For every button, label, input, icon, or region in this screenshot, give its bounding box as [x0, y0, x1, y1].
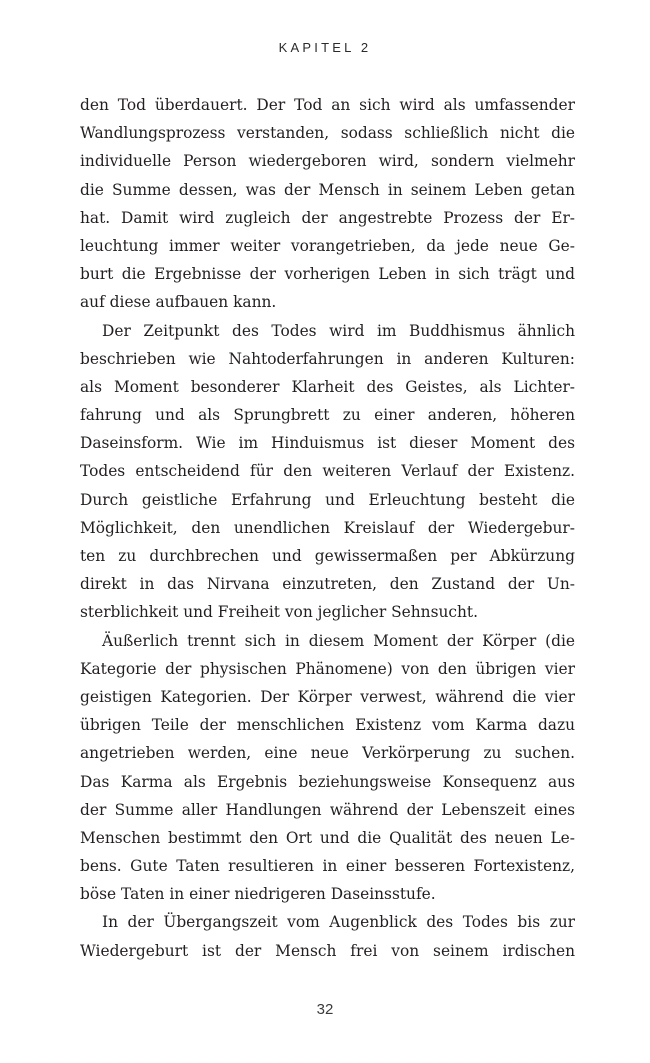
text-line: übrigen Teile der menschlichen Existenz vom Karma dazu [80, 716, 575, 735]
text-line: böse Taten in einer niedrigeren Daseinsstufe. [80, 885, 436, 904]
body-text [80, 91, 575, 965]
text-line: hat. Damit wird zugleich der angestrebte Prozess der Er- [80, 208, 575, 227]
page-number: 32 [316, 1001, 334, 1018]
text-line: leuchtung immer weiter vorangetrieben, da jede neue Ge- [80, 236, 575, 255]
text-line: geistigen Kategorien. Der Körper verwest, während die vier [80, 687, 575, 706]
text-line: Der Zeitpunkt des Todes wird im Buddhismus ähnlich [102, 321, 575, 340]
text-line: Daseinsform. Wie im Hinduismus ist dieser Moment des [80, 434, 575, 453]
text-line: Kategorie der physischen Phänomene) von den übrigen vier [80, 659, 575, 678]
paragraph [80, 627, 575, 909]
text-line: direkt in das Nirvana einzutreten, den Zustand der Un- [80, 575, 575, 594]
text-line: beschrieben wie Nahtoderfahrungen in anderen Kulturen: [80, 349, 575, 368]
text-line: Äußerlich trennt sich in diesem Moment der Körper (die [102, 631, 575, 650]
text-line: sterblichkeit und Freiheit von jeglicher Sehnsucht. [80, 603, 478, 622]
text-line: Wiedergeburt ist der Mensch frei von seinem irdischen [80, 941, 575, 960]
text-line: Das Karma als Ergebnis beziehungsweise Konsequenz aus [80, 772, 575, 791]
paragraph [80, 908, 575, 964]
text-line: Durch geistliche Erfahrung und Erleuchtung besteht die [80, 490, 575, 509]
text-line: den Tod überdauert. Der Tod an sich wird als umfassender [80, 96, 575, 114]
text-line: individuelle Person wiedergeboren wird, sondern vielmehr [80, 152, 575, 171]
text-line: In der Übergangszeit vom Augenblick des Todes bis zur [102, 913, 575, 932]
text-line: burt die Ergebnisse der vorherigen Leben in sich trägt und [80, 265, 575, 284]
text-line: Menschen bestimmt den Ort und die Qualität des neuen Le- [80, 828, 575, 847]
paragraph [80, 91, 575, 317]
text-line: Todes entscheidend für den weiteren Verlauf der Existenz. [80, 462, 575, 481]
running-head: KAPITEL 2 [278, 40, 372, 55]
text-line: als Moment besonderer Klarheit des Geistes, als Lichter- [80, 377, 575, 396]
text-line: Möglichkeit, den unendlichen Kreislauf der Wiedergebur- [80, 518, 575, 537]
text-line: fahrung und als Sprungbrett zu einer anderen, höheren [80, 406, 575, 425]
text-line: die Summe dessen, was der Mensch in seinem Leben getan [80, 180, 575, 199]
text-line: der Summe aller Handlungen während der Lebenszeit eines [80, 800, 575, 819]
paragraph [80, 317, 575, 627]
text-line: bens. Gute Taten resultieren in einer besseren Fortexistenz, [80, 857, 575, 876]
text-line: angetrieben werden, eine neue Verkörperung zu suchen. [80, 744, 575, 763]
text-line: auf diese aufbauen kann. [80, 293, 277, 312]
text-line: ten zu durchbrechen und gewissermaßen per Abkürzung [80, 547, 575, 565]
text-line: Wandlungsprozess verstanden, sodass schließlich nicht die [80, 124, 575, 143]
